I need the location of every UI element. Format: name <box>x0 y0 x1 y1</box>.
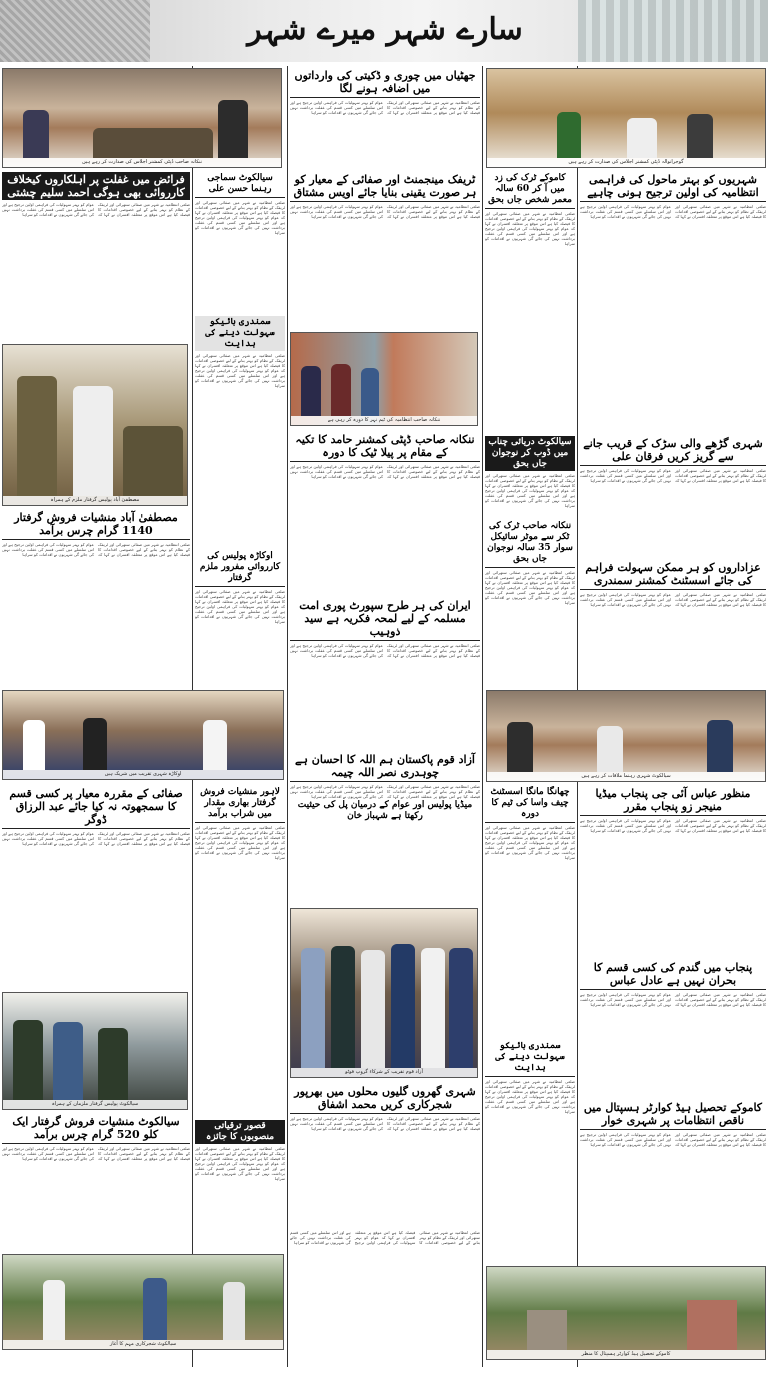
story-farz <box>2 172 190 340</box>
story-punjab-gandum <box>580 960 766 1096</box>
story-body: ضلعی انتظامیہ نے شہر میں صفائی ستھرائی اور ٹریفک کے نظام کو بہتر بنانے کے لیے خصوصی اقدامات کا فیصلہ کیا ہے اس موقع پر متعلقہ افسران نے کہا کہ عوام کو بہتر سہولیات کی فراہمی اولین ترجیح ہے اور اس سلسلے میں کسی قسم کی غفلت برداشت نہیں کی جائے گی شہریوں نے اقدامات کو سراہا <box>2 542 190 557</box>
headline: ننکانہ صاحب ٹرک کی ٹکر سے موٹر سائیکل سوار 35 سالہ نوجوان جاں بحق <box>487 521 573 564</box>
story-sialkot-daryai <box>485 436 575 516</box>
story-body: ضلعی انتظامیہ نے شہر میں صفائی ستھرائی اور ٹریفک کے نظام کو بہتر بنانے کے لیے خصوصی اقدامات کا فیصلہ کیا ہے اس موقع پر متعلقہ افسران نے کہا کہ عوام کو بہتر سہولیات کی فراہمی اولین ترجیح ہے اور اس سلسلے میں کسی قسم کی غفلت برداشت نہیں کی جائے گی شہریوں نے اقدامات کو سراہا <box>290 784 480 799</box>
story-sialkot-520 <box>2 1114 190 1250</box>
story-body: ضلعی انتظامیہ نے شہر میں صفائی ستھرائی اور ٹریفک کے نظام کو بہتر بنانے کے لیے خصوصی اقدامات کا فیصلہ کیا ہے اس موقع پر متعلقہ افسران نے کہا کہ عوام کو بہتر سہولیات کی فراہمی اولین ترجیح ہے اور اس سلسلے میں کسی قسم کی غفلت برداشت نہیں کی جائے گی شہریوں نے اقدامات کو سراہا <box>485 473 575 508</box>
story-body: ضلعی انتظامیہ نے شہر میں صفائی ستھرائی اور ٹریفک کے نظام کو بہتر بنانے کے لیے خصوصی اقدامات کا فیصلہ کیا ہے اس موقع پر متعلقہ افسران نے کہا کہ عوام کو بہتر سہولیات کی فراہمی اولین ترجیح ہے اور اس سلسلے میں کسی قسم کی غفلت برداشت نہیں کی جائے گی شہریوں نے اقدامات کو سراہا <box>485 825 575 860</box>
photo-arrest-sialkot <box>2 992 188 1110</box>
story-body: ضلعی انتظامیہ نے شہر میں صفائی ستھرائی اور ٹریفک کے نظام کو بہتر بنانے کے لیے خصوصی اقدامات کا فیصلہ کیا ہے اس موقع پر متعلقہ افسران نے کہا کہ عوام کو بہتر سہولیات کی فراہمی اولین ترجیح ہے اور اس سلسلے میں کسی قسم کی غفلت برداشت نہیں کی جائے گی شہریوں نے اقدامات کو سراہا <box>580 468 766 483</box>
story-shajarkari <box>290 1084 480 1224</box>
column-rule <box>482 66 483 1367</box>
story-kamoke-60 <box>485 172 575 332</box>
story-kamoke-hospital <box>580 1100 766 1260</box>
story-shehri <box>580 172 766 432</box>
photo-azad-qaum-group <box>290 908 478 1078</box>
photo-tree-plantation <box>2 1254 284 1350</box>
headline: اوکاڑہ پولیس کی کارروائی مفرور ملزم گرفتار <box>199 551 281 583</box>
headline: سیالکوٹ منشیات فروش گرفتار ایک کلو 520 گرام چرس برآمد <box>12 1115 180 1141</box>
story-nankana-35 <box>485 520 575 684</box>
story-body: ضلعی انتظامیہ نے شہر میں صفائی ستھرائی اور ٹریفک کے نظام کو بہتر بنانے کے لیے خصوصی اقدامات کا فیصلہ کیا ہے اس موقع پر متعلقہ افسران نے کہا کہ عوام کو بہتر سہولیات کی فراہمی اولین ترجیح ہے اور اس سلسلے میں کسی قسم کی غفلت برداشت نہیں کی جائے گی شہریوں نے اقدامات کو سراہا <box>485 570 575 605</box>
headline: قصور ترقیاتی منصوبوں کا جائزہ <box>195 1120 285 1144</box>
story-body: ضلعی انتظامیہ نے شہر میں صفائی ستھرائی اور ٹریفک کے نظام کو بہتر بنانے کے لیے خصوصی اقدامات کا فیصلہ کیا ہے اس موقع پر متعلقہ افسران نے کہا کہ عوام کو بہتر سہولیات کی فراہمی اولین ترجیح ہے اور اس سلسلے میں کسی قسم کی غفلت برداشت نہیں کی جائے گی شہریوں نے اقدامات کو سراہا <box>580 1132 766 1147</box>
photo-caption: ننکانہ صاحب ڈپٹی کمشنر اجلاس کی صدارت کر رہے ہیں <box>3 158 281 167</box>
story-azad-qaum <box>290 752 480 902</box>
photo-okara-event <box>2 690 284 780</box>
photo-caption: سیالکوٹ شجرکاری مہم کا آغاز <box>3 1340 283 1349</box>
headline: کاموکے تحصیل ہیڈ کوارٹر ہسپتال میں ناقص انتظامات پر شہری خوار <box>583 1101 763 1127</box>
photo-caption: گوجرانوالہ ڈپٹی کمشنر اجلاس کی صدارت کر رہے ہیں <box>487 158 765 167</box>
headline: منظور عباس آئی جی پنجاب میڈیا منیجر زو پنجاب مقرر <box>595 787 751 813</box>
headline: جھٹیاں میں چوری و ڈکیتی کی وارداتوں میں اضافہ ہونے لگا <box>294 69 476 95</box>
story-body: ضلعی انتظامیہ نے شہر میں صفائی ستھرائی اور ٹریفک کے نظام کو بہتر بنانے کے لیے خصوصی اقدامات کا فیصلہ کیا ہے اس موقع پر متعلقہ افسران نے کہا کہ عوام کو بہتر سہولیات کی فراہمی اولین ترجیح ہے اور اس سلسلے میں کسی قسم کی غفلت برداشت نہیں کی جائے گی شہریوں نے اقدامات کو سراہا <box>580 818 766 833</box>
story-traffic <box>290 172 480 328</box>
story-manshiyat <box>195 786 285 1116</box>
photo-caption: سیالکوٹ پولیس گرفتار ملزمان کے ہمراہ <box>3 1100 187 1109</box>
story-body: ضلعی انتظامیہ نے شہر میں صفائی ستھرائی اور ٹریفک کے نظام کو بہتر بنانے کے لیے خصوصی اقدامات کا فیصلہ کیا ہے اس موقع پر متعلقہ افسران نے کہا کہ عوام کو بہتر سہولیات کی فراہمی اولین ترجیح ہے اور اس سلسلے میں کسی قسم کی غفلت برداشت نہیں کی جائے گی شہریوں نے اقدامات کو سراہا <box>195 1146 285 1181</box>
headline: شہری گھروں گلیوں محلوں میں بھرپور شجرکاری کریں محمد اشفاق <box>294 1085 476 1111</box>
story-body: ضلعی انتظامیہ نے شہر میں صفائی ستھرائی اور ٹریفک کے نظام کو بہتر بنانے کے لیے خصوصی اقدامات کا فیصلہ کیا ہے اس موقع پر متعلقہ افسران نے کہا کہ عوام کو بہتر سہولیات کی فراہمی اولین ترجیح ہے اور اس سلسلے میں کسی قسم کی غفلت برداشت نہیں کی جائے گی شہریوں نے اقدامات کو سراہا <box>580 992 766 1007</box>
headline: صفائی کے مقررہ معیار پر کسی قسم کا سمجھوتہ نہ کیا جائے عبد الرزاق ڈوگر <box>9 787 183 826</box>
story-body: ضلعی انتظامیہ نے شہر میں صفائی ستھرائی اور ٹریفک کے نظام کو بہتر بنانے کے لیے خصوصی اقدامات کا فیصلہ کیا ہے اس موقع پر متعلقہ افسران نے کہا کہ عوام کو بہتر سہولیات کی فراہمی اولین ترجیح ہے اور اس سلسلے میں کسی قسم کی غفلت برداشت نہیں کی جائے گی شہریوں نے اقدامات کو سراہا <box>290 1230 480 1245</box>
story-mustafa <box>2 510 190 685</box>
story-ig <box>580 786 766 956</box>
story-body: ضلعی انتظامیہ نے شہر میں صفائی ستھرائی اور ٹریفک کے نظام کو بہتر بنانے کے لیے خصوصی اقدامات کا فیصلہ کیا ہے اس موقع پر متعلقہ افسران نے کہا کہ عوام کو بہتر سہولیات کی فراہمی اولین ترجیح ہے اور اس سلسلے میں کسی قسم کی غفلت برداشت نہیں کی جائے گی شہریوں نے اقدامات کو سراہا <box>290 643 480 658</box>
story-sarak <box>580 436 766 556</box>
headline: پنجاب میں گندم کی کسی قسم کا بحران نہیں ہے عادل عباس <box>593 961 753 987</box>
story-body: ضلعی انتظامیہ نے شہر میں صفائی ستھرائی اور ٹریفک کے نظام کو بہتر بنانے کے لیے خصوصی اقدامات کا فیصلہ کیا ہے اس موقع پر متعلقہ افسران نے کہا کہ عوام کو بہتر سہولیات کی فراہمی اولین ترجیح ہے اور اس سلسلے میں کسی قسم کی غفلت برداشت نہیں کی جائے گی شہریوں نے اقدامات کو سراہا <box>195 825 285 860</box>
story-body: ضلعی انتظامیہ نے شہر میں صفائی ستھرائی اور ٹریفک کے نظام کو بہتر بنانے کے لیے خصوصی اقدامات کا فیصلہ کیا ہے اس موقع پر متعلقہ افسران نے کہا کہ عوام کو بہتر سہولیات کی فراہمی اولین ترجیح ہے اور اس سلسلے میں کسی قسم کی غفلت برداشت نہیں کی جائے گی شہریوں نے اقدامات کو سراہا <box>485 211 575 246</box>
story-body: ضلعی انتظامیہ نے شہر میں صفائی ستھرائی اور ٹریفک کے نظام کو بہتر بنانے کے لیے خصوصی اقدامات کا فیصلہ کیا ہے اس موقع پر متعلقہ افسران نے کہا کہ عوام کو بہتر سہولیات کی فراہمی اولین ترجیح ہے اور اس سلسلے میں کسی قسم کی غفلت برداشت نہیں کی جائے گی شہریوں نے اقدامات کو سراہا <box>290 1116 480 1131</box>
photo-arrest-mustafa <box>2 344 188 506</box>
masthead-title: سارے شہر میرے شہر <box>247 12 523 47</box>
headline: کاموکے ٹرک کی زد میں آ کر 60 سالہ معمر شخص جاں بحق <box>488 173 572 205</box>
headline: مصطفیٰ آباد منشیات فروش گرفتار 1140 گرام چرس برآمد <box>14 511 178 537</box>
headline: چھانگا مانگا اسسٹنٹ چیف واسا کی ٹیم کا دورہ <box>490 787 570 819</box>
story-body: ضلعی انتظامیہ نے شہر میں صفائی ستھرائی اور ٹریفک کے نظام کو بہتر بنانے کے لیے خصوصی اقدامات کا فیصلہ کیا ہے اس موقع پر متعلقہ افسران نے کہا کہ عوام کو بہتر سہولیات کی فراہمی اولین ترجیح ہے اور اس سلسلے میں کسی قسم کی غفلت برداشت نہیں کی جائے گی شہریوں نے اقدامات کو سراہا <box>2 1146 190 1161</box>
story-body: ضلعی انتظامیہ نے شہر میں صفائی ستھرائی اور ٹریفک کے نظام کو بہتر بنانے کے لیے خصوصی اقدامات کا فیصلہ کیا ہے اس موقع پر متعلقہ افسران نے کہا کہ عوام کو بہتر سہولیات کی فراہمی اولین ترجیح ہے اور اس سلسلے میں کسی قسم کی غفلت برداشت نہیں کی جائے گی شہریوں نے اقدامات کو سراہا <box>195 589 285 624</box>
photo-hospital <box>486 1266 766 1360</box>
story-okara <box>195 550 285 684</box>
story-samundri <box>485 1040 575 1260</box>
headline: سیالکوٹ سماجی رہنما حسن علی <box>207 173 273 194</box>
story-azadari <box>580 560 766 684</box>
story-body: ضلعی انتظامیہ نے شہر میں صفائی ستھرائی اور ٹریفک کے نظام کو بہتر بنانے کے لیے خصوصی اقدامات کا فیصلہ کیا ہے اس موقع پر متعلقہ افسران نے کہا کہ عوام کو بہتر سہولیات کی فراہمی اولین ترجیح ہے اور اس سلسلے میں کسی قسم کی غفلت برداشت نہیں کی جائے گی شہریوں نے اقدامات کو سراہا <box>290 464 480 479</box>
masthead-crowd-image <box>0 0 150 62</box>
story-iran <box>290 598 480 748</box>
story-sialkot-hasan <box>195 172 285 312</box>
headline: آزاد قوم پاکستان ہم اللہ کا احسان ہے چوہدری نصر اللہ چیمہ <box>295 753 475 779</box>
story-nankana-35-left <box>195 316 285 546</box>
story-nankana-dc <box>290 432 480 594</box>
story-body: ضلعی انتظامیہ نے شہر میں صفائی ستھرائی اور ٹریفک کے نظام کو بہتر بنانے کے لیے خصوصی اقدامات کا فیصلہ کیا ہے اس موقع پر متعلقہ افسران نے کہا کہ عوام کو بہتر سہولیات کی فراہمی اولین ترجیح ہے اور اس سلسلے میں کسی قسم کی غفلت برداشت نہیں کی جائے گی شہریوں نے اقدامات کو سراہا <box>195 200 285 235</box>
masthead-skyline-image <box>578 0 768 62</box>
story-body: ضلعی انتظامیہ نے شہر میں صفائی ستھرائی اور ٹریفک کے نظام کو بہتر بنانے کے لیے خصوصی اقدامات کا فیصلہ کیا ہے اس موقع پر متعلقہ افسران نے کہا کہ عوام کو بہتر سہولیات کی فراہمی اولین ترجیح ہے اور اس سلسلے میں کسی قسم کی غفلت برداشت نہیں کی جائے گی شہریوں نے اقدامات کو سراہا <box>290 100 480 115</box>
story-body: ضلعی انتظامیہ نے شہر میں صفائی ستھرائی اور ٹریفک کے نظام کو بہتر بنانے کے لیے خصوصی اقدامات کا فیصلہ کیا ہے اس موقع پر متعلقہ افسران نے کہا کہ عوام کو بہتر سہولیات کی فراہمی اولین ترجیح ہے اور اس سلسلے میں کسی قسم کی غفلت برداشت نہیں کی جائے گی شہریوں نے اقدامات کو سراہا <box>2 202 190 217</box>
photo-caption: کاموکے تحصیل ہیڈ کوارٹر ہسپتال کا منظر <box>487 1350 765 1359</box>
photo-meeting-gujranwala <box>486 68 766 168</box>
story-body: ضلعی انتظامیہ نے شہر میں صفائی ستھرائی اور ٹریفک کے نظام کو بہتر بنانے کے لیے خصوصی اقدامات کا فیصلہ کیا ہے اس موقع پر متعلقہ افسران نے کہا کہ عوام کو بہتر سہولیات کی فراہمی اولین ترجیح ہے اور اس سلسلے میں کسی قسم کی غفلت برداشت نہیں کی جائے گی شہریوں نے اقدامات کو سراہا <box>485 1079 575 1114</box>
photo-caption: سیالکوٹ شہری رہنما ملاقات کر رہے ہیں <box>487 772 765 781</box>
photo-caption: آزاد قوم تقریب کے شرکاء گروپ فوٹو <box>291 1068 477 1077</box>
headline: ٹریفک مینجمنٹ اور صفائی کے معیار کو ہر صورت یقینی بنایا جائے اویس مشتاق <box>293 173 477 199</box>
story-body: ضلعی انتظامیہ نے شہر میں صفائی ستھرائی اور ٹریفک کے نظام کو بہتر بنانے کے لیے خصوصی اقدامات کا فیصلہ کیا ہے اس موقع پر متعلقہ افسران نے کہا کہ عوام کو بہتر سہولیات کی فراہمی اولین ترجیح ہے اور اس سلسلے میں کسی قسم کی غفلت برداشت نہیں کی جائے گی شہریوں نے اقدامات کو سراہا <box>580 592 766 607</box>
headline: شہریوں کو بہتر ماحول کی فراہمی انتظامیہ کی اولین ترجیح ہونی چاہیے <box>587 173 759 199</box>
story-jhatiyan <box>290 68 480 168</box>
photo-caption: مصطفیٰ آباد پولیس گرفتار ملزم کے ہمراہ <box>3 496 187 505</box>
headline: لاہور منشیات فروش گرفتار بھاری مقدار میں شراب برآمد <box>200 787 280 819</box>
photo-caption: ننکانہ صاحب انتظامیہ کی ٹیم نہر کا دورہ کر رہی ہے <box>291 416 477 425</box>
photo-sialkot-meeting <box>486 690 766 782</box>
headline: سمندری بائیکو سہولت دینے کی ہدایت <box>195 316 285 351</box>
story-body: ضلعی انتظامیہ نے شہر میں صفائی ستھرائی اور ٹریفک کے نظام کو بہتر بنانے کے لیے خصوصی اقدامات کا فیصلہ کیا ہے اس موقع پر متعلقہ افسران نے کہا کہ عوام کو بہتر سہولیات کی فراہمی اولین ترجیح ہے اور اس سلسلے میں کسی قسم کی غفلت برداشت نہیں کی جائے گی شہریوں نے اقدامات کو سراہا <box>580 204 766 219</box>
photo-caption: اوکاڑہ شہری تقریب میں شریک ہیں <box>3 770 283 779</box>
story-safai <box>2 786 190 986</box>
story-body: ضلعی انتظامیہ نے شہر میں صفائی ستھرائی اور ٹریفک کے نظام کو بہتر بنانے کے لیے خصوصی اقدامات کا فیصلہ کیا ہے اس موقع پر متعلقہ افسران نے کہا کہ عوام کو بہتر سہولیات کی فراہمی اولین ترجیح ہے اور اس سلسلے میں کسی قسم کی غفلت برداشت نہیں کی جائے گی شہریوں نے اقدامات کو سراہا <box>195 353 285 388</box>
headline: سیالکوٹ دریائی چناب میں ڈوب کر نوجوان جاں بحق <box>485 436 575 471</box>
story-chhanga <box>485 786 575 1036</box>
story-body: ضلعی انتظامیہ نے شہر میں صفائی ستھرائی اور ٹریفک کے نظام کو بہتر بنانے کے لیے خصوصی اقدامات کا فیصلہ کیا ہے اس موقع پر متعلقہ افسران نے کہا کہ عوام کو بہتر سہولیات کی فراہمی اولین ترجیح ہے اور اس سلسلے میں کسی قسم کی غفلت برداشت نہیں کی جائے گی شہریوں نے اقدامات کو سراہا <box>290 204 480 219</box>
headline: شہری گڑھے والی سڑک کے قریب جانے سے گریز کریں فرقان علی <box>583 437 763 463</box>
headline: سمندری بائیکو سہولت دینے کی ہدایت <box>495 1041 565 1073</box>
photo-canal-visit <box>290 332 478 426</box>
headline: عزاداروں کو ہر ممکن سہولت فراہم کی جائے اسسٹنٹ کمشنر سمندری <box>585 561 761 587</box>
column-rule <box>287 66 288 1367</box>
headline: ایران کی ہر طرح سپورٹ پوری امت مسلمہ کے لیے لمحہ فکریہ ہے سید ذوہیب <box>299 599 471 638</box>
headline: فرائض میں غفلت پر اہلکاروں کیخلاف کارروائی بھی ہوگی احمد سلیم چشتی <box>2 172 190 200</box>
story-body: ضلعی انتظامیہ نے شہر میں صفائی ستھرائی اور ٹریفک کے نظام کو بہتر بنانے کے لیے خصوصی اقدامات کا فیصلہ کیا ہے اس موقع پر متعلقہ افسران نے کہا کہ عوام کو بہتر سہولیات کی فراہمی اولین ترجیح ہے اور اس سلسلے میں کسی قسم کی غفلت برداشت نہیں کی جائے گی شہریوں نے اقدامات کو سراہا <box>2 831 190 846</box>
story-center-bottom <box>290 1228 480 1368</box>
story-kasur <box>195 1120 285 1250</box>
headline: ننکانہ صاحب ڈپٹی کمشنر حامد کا تکیہ کے مقام پر پیلا ٹیک کا دورہ <box>295 433 475 459</box>
headline: میڈیا پولیس اور عوام کے درمیان پل کی حیثیت رکھتا ہے شہباز خان <box>297 800 473 821</box>
photo-meeting-nankana <box>2 68 282 168</box>
masthead <box>0 0 768 62</box>
